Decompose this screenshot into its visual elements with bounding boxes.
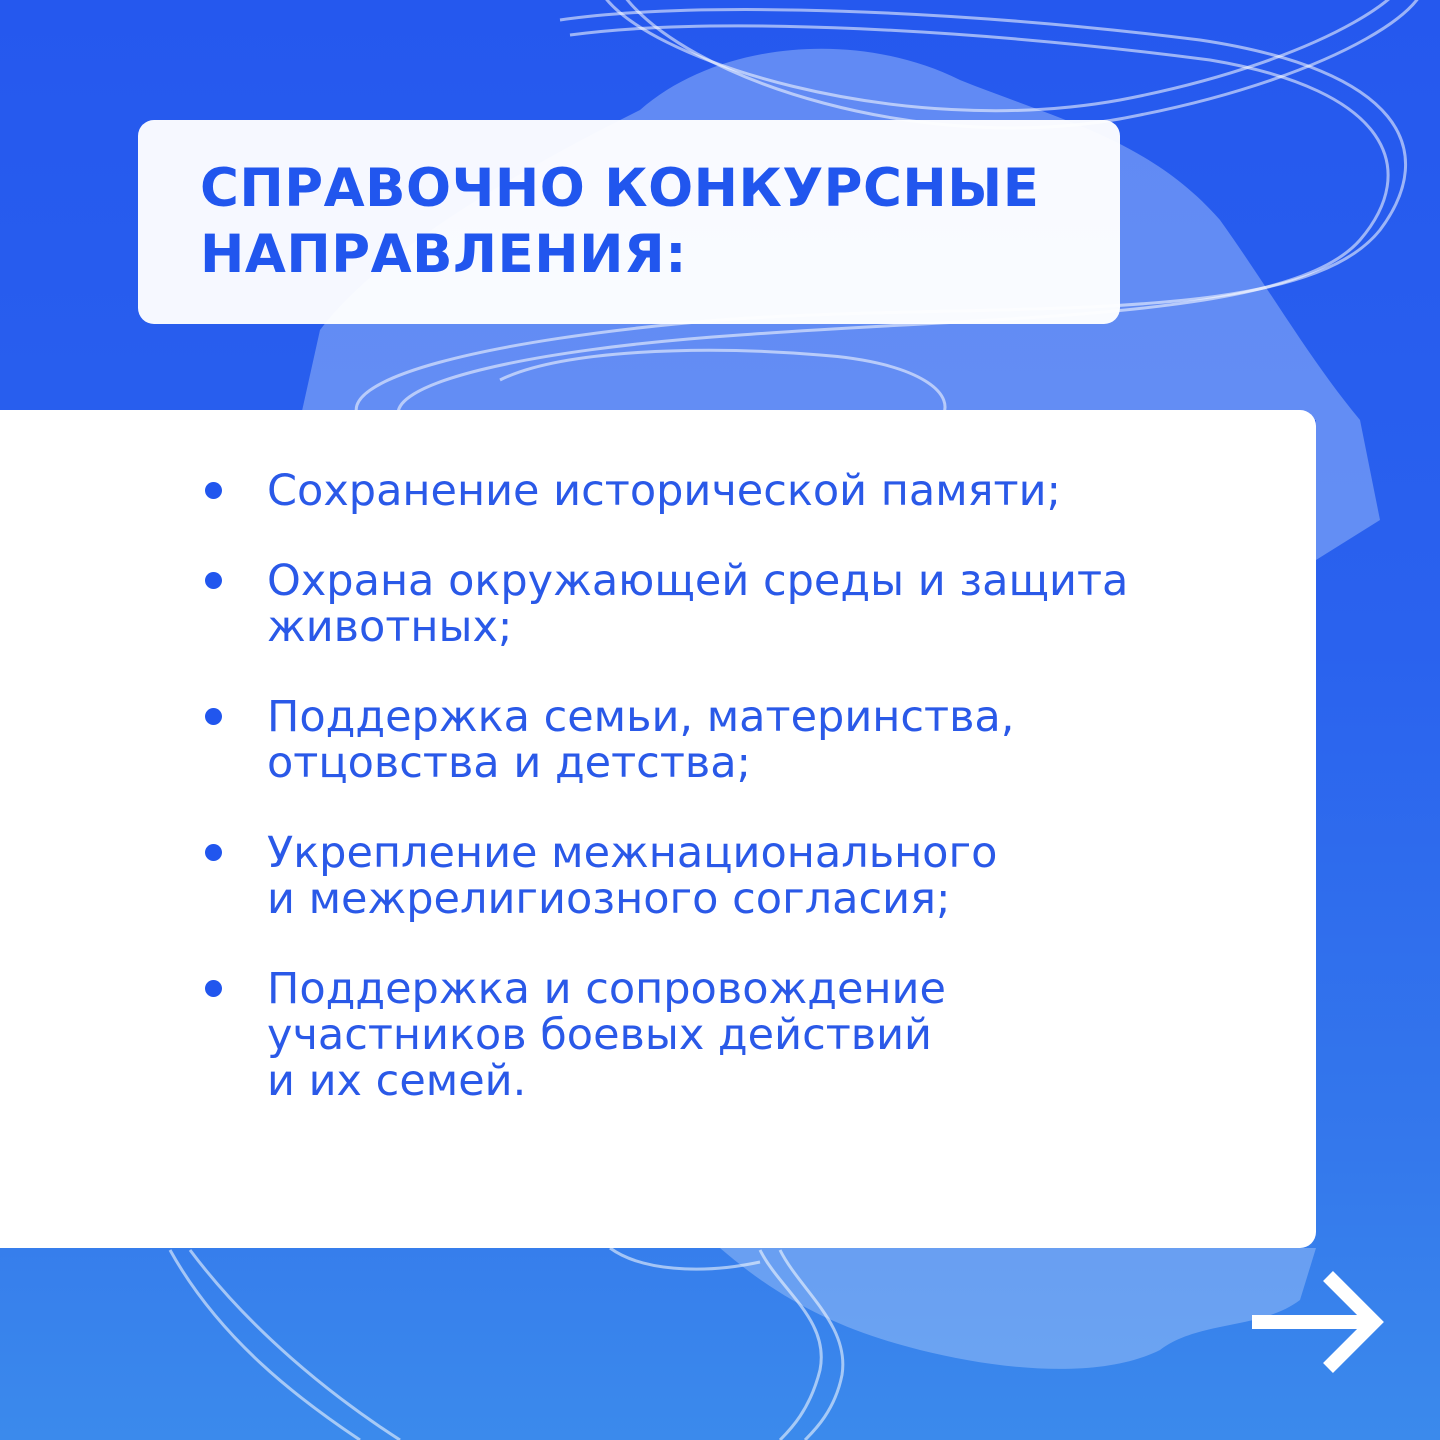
arrow-right-icon[interactable]	[1248, 1262, 1388, 1382]
bullet-dot-icon	[205, 708, 222, 725]
list-item-text: Поддержка семьи, материнства,	[267, 692, 1015, 742]
list-item-text: животных;	[267, 602, 513, 652]
directions-card	[0, 410, 1316, 1248]
bullet-dot-icon	[205, 482, 222, 499]
list-item	[205, 468, 1265, 514]
bullet-dot-icon	[205, 980, 222, 997]
list-item-text: участников боевых действий	[267, 1010, 932, 1060]
list-item-text: Укрепление межнационального	[267, 828, 998, 878]
page-title	[200, 156, 1120, 288]
list-item	[205, 558, 1265, 650]
list-item	[205, 830, 1265, 922]
page-title-line-1: СПРАВОЧНО КОНКУРСНЫЕ	[200, 158, 1040, 219]
swirl-lines-bottom	[170, 1248, 843, 1440]
list-item-text: отцовства и детства;	[267, 738, 752, 788]
list-item	[205, 694, 1265, 786]
bullet-dot-icon	[205, 844, 222, 861]
list-item-text: Поддержка и сопровождение	[267, 964, 946, 1014]
list-item-text: Охрана окружающей среды и защита	[267, 556, 1129, 606]
directions-list	[205, 468, 1265, 1148]
list-item-text: Сохранение исторической памяти;	[267, 466, 1062, 516]
page-title-line-2: НАПРАВЛЕНИЯ:	[200, 224, 687, 285]
list-item-text: и межрелигиозного согласия;	[267, 874, 951, 924]
map-silhouette-bottom	[720, 1248, 1316, 1369]
title-card	[138, 120, 1120, 324]
list-item-text: и их семей.	[267, 1056, 527, 1106]
bullet-dot-icon	[205, 572, 222, 589]
list-item	[205, 966, 1265, 1104]
